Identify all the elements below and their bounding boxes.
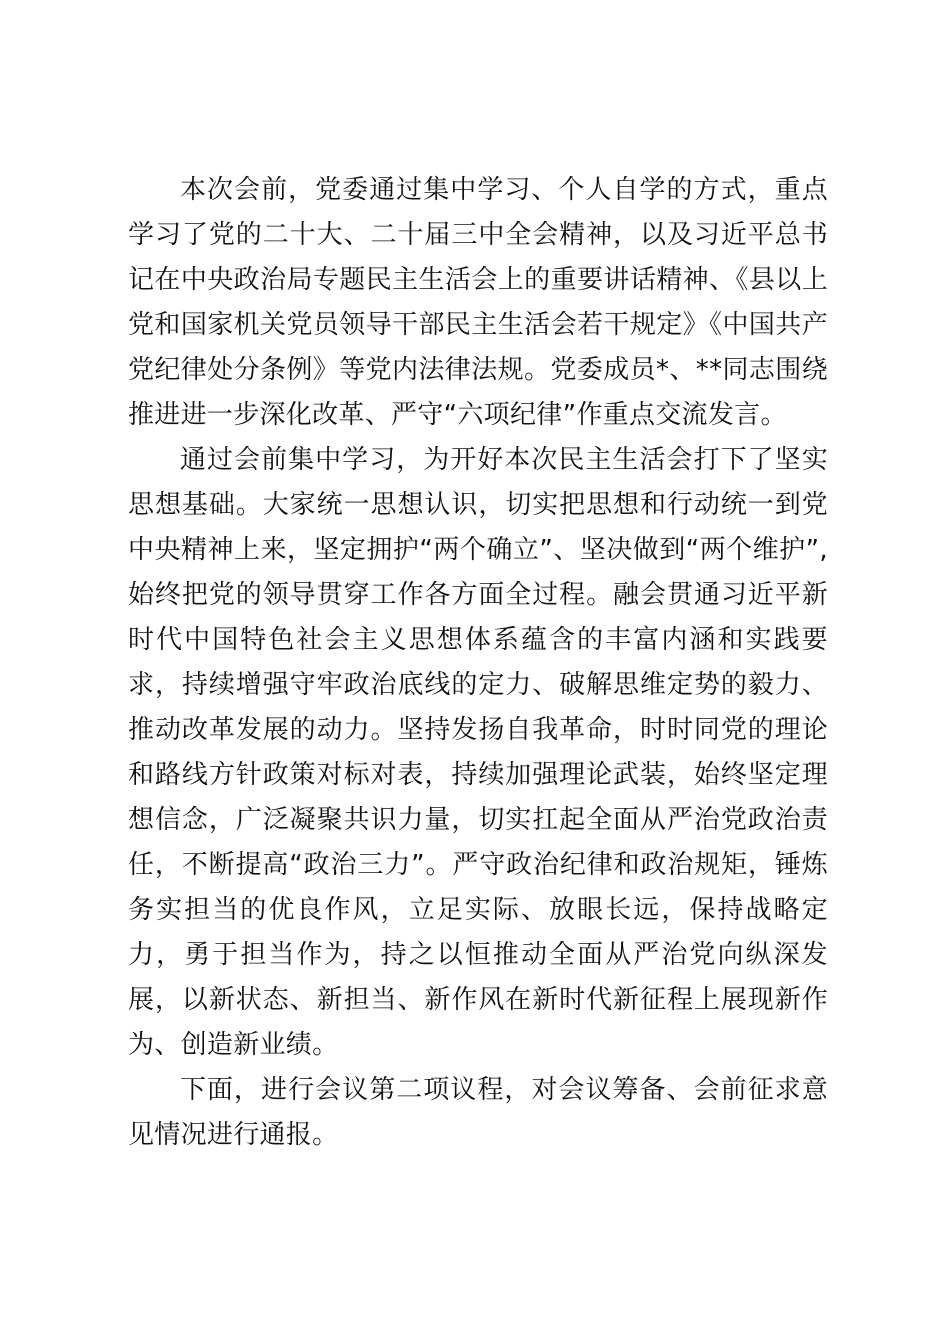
paragraph-pre-meeting-study: 本次会前，党委通过集中学习、个人自学的方式，重点学习了党的二十大、二十届三中全会精神，以及习近平总书记在中央政治局专题民主生活会上的重要讲话精神、《县以上党和国家机关党员领导干部民主生活会若干规定》《中国共产党纪律处分条例》等党内法律法规。党委成员*、**同志围绕推进进一步深化改革、严守“六项纪律”作重点交流发言。 (128, 175, 828, 430)
paragraph-study-outcomes: 通过会前集中学习，为开好本次民主生活会打下了坚实思想基础。大家统一思想认识，切实把思想和行动统一到党中央精神上来，坚定拥护“两个确立”、坚决做到“两个维护”,始终把党的领导贯穿工作各方面全过程。融会贯通习近平新时代中国特色社会主义思想体系蕴含的丰富内涵和实践要求，持续增强守牢政治底线的定力、破解思维定势的毅力、推动改革发展的动力。坚持发扬自我革命，时时同党的理论和路线方针政策对标对表，持续加强理论武装，始终坚定理想信念，广泛凝聚共识力量，切实扛起全面从严治党政治责任，不断提高“政治三力”。严守政治纪律和政治规矩，锤炼务实担当的优良作风，立足实际、放眼长远，保持战略定力，勇于担当作为，持之以恒推动全面从严治党向纵深发展，以新状态、新担当、新作风在新时代新征程上展现新作为、创造新业绩。 (128, 445, 828, 1060)
paragraph-next-agenda: 下面，进行会议第二项议程，对会议筹备、会前征求意见情况进行通报。 (128, 1075, 828, 1150)
document-body (128, 168, 828, 1158)
